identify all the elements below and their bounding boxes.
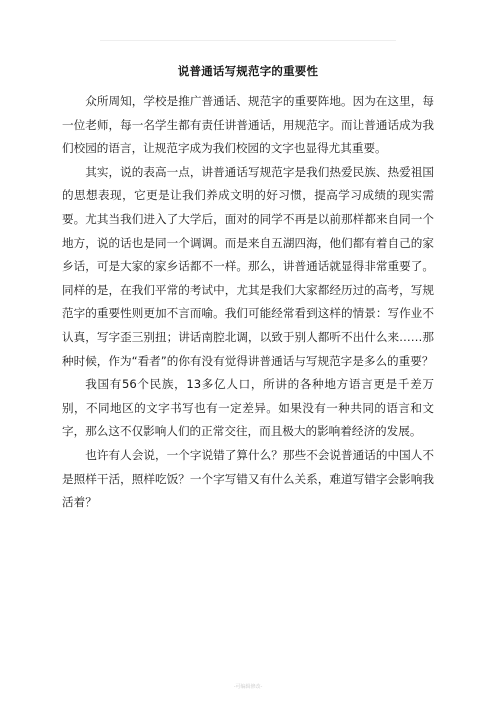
- paragraph-1: 众所周知，学校是推广普通话、规范字的重要阵地。因为在这里，每一位老师，每一名学生都有责任讲普通话，用规范字。而让普通话成为我们校园的语言，让规范字成为我们校园的文字也显得尤其重要。: [62, 94, 434, 156]
- paragraph-2: 其实，说的表高一点，讲普通话写规范字是我们热爱民族、热爱祖国的思想表现，它更是让我们养成文明的好习惯，提高学习成绩的现实需要。尤其当我们进入了大学后，面对的同学不再是以前那样都来自同一个地方，说的话也是同一个调调。而是来自五湖四海，他们都有着自己的家乡话，可是大家的家乡话都不一样。那么，讲普通话就显得非常重要了。同样的是，在我们平常的考试中，尤其是我们大家都经历过的高考，写规范字的重要性则更加不言而喻。我们可能经常看到这样的情景：写作业不认真，写字歪三别扭；讲话南腔北调，以致于别人都听不出什么来……那种时候，作为“看者”的你有没有觉得讲普通话与写规范字是多么的重要？: [62, 164, 434, 368]
- footer-note: -可编辑修改-: [233, 684, 263, 690]
- document-body: [62, 90, 434, 515]
- paragraph-3: 我国有56个民族，13多亿人口，所讲的各种地方语言更是千差万别，不同地区的文字书写也有一定差异。如果没有一种共同的语言和文字，那么这不仅影响人们的正常交往，而且极大的影响着经济的发展。: [62, 377, 434, 439]
- header-divider: [100, 40, 396, 41]
- paragraph-4: 也许有人会说，一个字说错了算什么？那些不会说普通话的中国人不是照样干活，照样吃饭？一个字写错又有什么关系，难道写错字会影响我活着？: [62, 447, 434, 510]
- document-title: 说普通话写规范字的重要性: [177, 64, 319, 78]
